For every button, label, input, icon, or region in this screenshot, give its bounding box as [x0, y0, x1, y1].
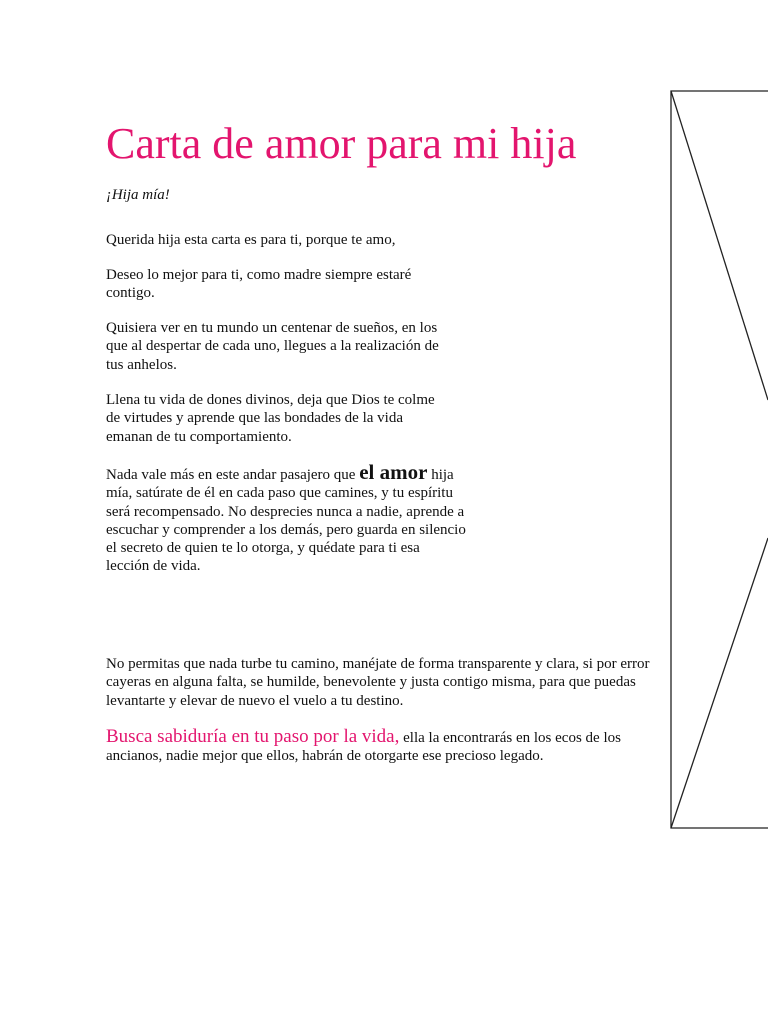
- envelope-flap-top: [671, 91, 768, 400]
- paragraph-7: [106, 728, 666, 766]
- paragraph-2: Deseo lo mejor para ti, como madre siempre estaré contigo.: [106, 267, 412, 302]
- greeting: ¡Hija mía!: [106, 187, 170, 203]
- paragraph-7-body: ella la encontrarás en los ecos de los ancianos, nadie mejor que ellos, habrán de otorgarte ese precioso legado.: [106, 730, 621, 765]
- paragraph-5-body: hija mía, satúrate de él en cada paso que camines, y tu espíritu será recompensado. No desprecies nunca a nadie, aprende a escuchar y comprender a los demás, pero guarda en silencio el secreto de quien te lo otorga, y quédate para ti esa lección de vida.: [106, 467, 466, 575]
- paragraph-3: Quisiera ver en tu mundo un centenar de sueños, en los que al despertar de cada uno, llegues a la realización de tus anhelos.: [106, 320, 439, 373]
- paragraph-6: No permitas que nada turbe tu camino, manéjate de forma transparente y clara, si por error cayeras en alguna falta, se humilde, benevolente y justa contigo misma, para que puedas levantarte y elevar de nuevo el vuelo a tu destino.: [106, 656, 650, 709]
- envelope-flap-bottom: [671, 538, 768, 828]
- paragraph-4: Llena tu vida de dones divinos, deja que Dios te colme de virtudes y aprende que las bondades de la vida emanan de tu comportamiento.: [106, 392, 435, 445]
- paragraph-5-intro: Nada vale más en este andar pasajero que: [106, 467, 360, 483]
- emphasis-el-amor: el amor: [359, 460, 428, 484]
- envelope-outline: [671, 91, 768, 828]
- page-title: Carta de amor para mi hija: [106, 119, 577, 168]
- paragraph-7-lead: Busca sabiduría en tu paso por la vida,: [106, 726, 400, 747]
- paragraph-5: [106, 460, 466, 576]
- paragraph-1: Querida hija esta carta es para ti, porque te amo,: [106, 232, 396, 248]
- envelope-shape: [670, 90, 768, 830]
